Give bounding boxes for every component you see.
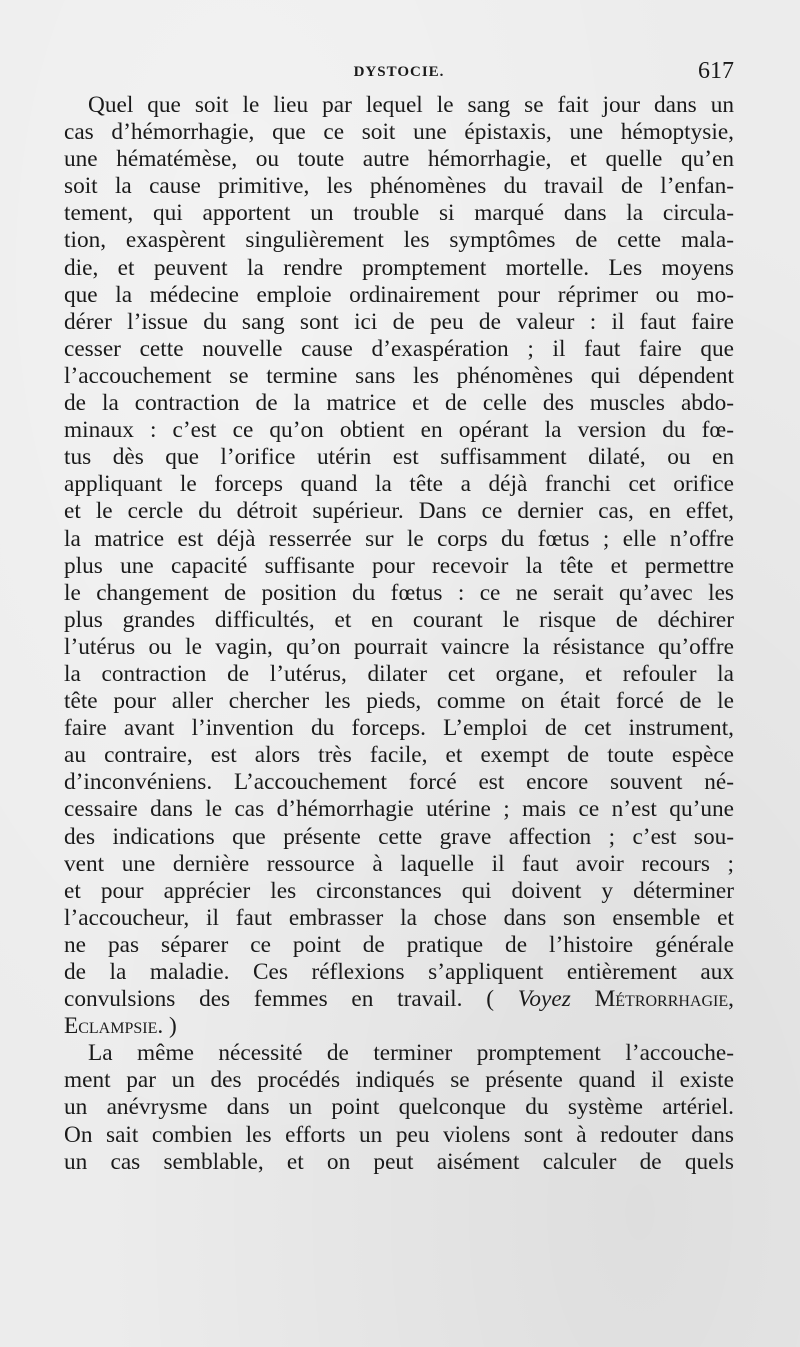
text-line: un anévrysme dans un point quelconque du système artériel. <box>64 1094 734 1121</box>
text-line: un cas semblable, et on peut aisément calculer de quels <box>64 1148 734 1175</box>
paragraph-2 <box>64 1040 734 1175</box>
text-line: La même nécessité de terminer promptement l’accouche- <box>88 1040 734 1067</box>
text-line: vent une dernière ressource à laquelle il faut avoir recours ; <box>64 850 734 877</box>
text-line: faire avant l’invention du forceps. L’emploi de cet instrument, <box>64 715 734 742</box>
text-line-last <box>64 1013 734 1040</box>
text-line: des indications que présente cette grave affection ; c’est sou- <box>64 823 734 850</box>
text-line: cas d’hémorrhagie, que ce soit une épistaxis, une hémoptysie, <box>64 119 734 146</box>
text-line-with-reference <box>64 986 734 1013</box>
text-line: tion, exaspèrent singulièrement les symptômes de cette mala- <box>64 227 734 254</box>
text-line: tus dès que l’orifice utérin est suffisamment dilaté, ou en <box>64 444 734 471</box>
text-line: ment par un des procédés indiqués se présente quand il existe <box>64 1067 734 1094</box>
body-text <box>64 92 734 1176</box>
paragraph-1 <box>64 92 734 1040</box>
text-line: de la contraction de la matrice et de celle des muscles abdo- <box>64 390 734 417</box>
text-line: la contraction de l’utérus, dilater cet organe, et refouler la <box>64 660 734 687</box>
running-head: DYSTOCIE. <box>353 64 445 80</box>
text-line: l’utérus ou le vagin, qu’on pourrait vaincre la résistance qu’offre <box>64 633 734 660</box>
text-line: plus grandes difficultés, et en courant le risque de déchirer <box>64 606 734 633</box>
page-number: 617 <box>698 58 734 84</box>
text-line: soit la cause primitive, les phénomènes du travail de l’enfan- <box>64 173 734 200</box>
text-line: le changement de position du fœtus : ce ne serait qu’avec les <box>64 579 734 606</box>
text-line: die, et peuvent la rendre promptement mortelle. Les moyens <box>64 254 734 281</box>
text-line: cessaire dans le cas d’hémorrhagie utérine ; mais ce n’est qu’une <box>64 796 734 823</box>
text-line: cesser cette nouvelle cause d’exaspération ; il faut faire que <box>64 335 734 362</box>
text-fragment: , <box>728 986 734 1013</box>
text-line: d’inconvéniens. L’accouchement forcé est encore souvent né- <box>64 769 734 796</box>
text-line: appliquant le forceps quand la tête a déjà franchi cet orifice <box>64 471 734 498</box>
text-line: ne pas séparer ce point de pratique de l’histoire générale <box>64 931 734 958</box>
text-fragment: convulsions des femmes en travail. ( <box>64 986 518 1013</box>
text-line: que la médecine emploie ordinairement pour réprimer ou mo- <box>64 281 734 308</box>
voyez-italic: Voyez <box>517 986 571 1013</box>
cross-reference-metrorrhagie: Métrorrhagie <box>594 986 729 1013</box>
text-line: plus une capacité suffisante pour recevoir la tête et permettre <box>64 552 734 579</box>
text-line: et le cercle du détroit supérieur. Dans ce dernier cas, en effet, <box>64 498 734 525</box>
text-line: dérer l’issue du sang sont ici de peu de valeur : il faut faire <box>64 308 734 335</box>
text-line: On sait combien les efforts un peu violens sont à redouter dans <box>64 1121 734 1148</box>
text-line: et pour apprécier les circonstances qui doivent y déterminer <box>64 877 734 904</box>
text-line: au contraire, est alors très facile, et exempt de toute espèce <box>64 742 734 769</box>
text-fragment: . ) <box>157 1013 177 1040</box>
text-line: Quel que soit le lieu par lequel le sang se fait jour dans un <box>88 92 734 118</box>
text-line: l’accouchement se termine sans les phénomènes qui dépendent <box>64 362 734 389</box>
text-line: de la maladie. Ces réflexions s’appliquent entièrement aux <box>64 959 734 985</box>
page-header <box>64 58 734 88</box>
text-line: tête pour aller chercher les pieds, comme on était forcé de le <box>64 688 734 715</box>
text-line: la matrice est déjà resserrée sur le corps du fœtus ; elle n’offre <box>64 525 734 552</box>
text-line: tement, qui apportent un trouble si marqué dans la circula- <box>64 200 734 227</box>
text-line: une hématémèse, ou toute autre hémorrhagie, et quelle qu’en <box>64 146 734 173</box>
text-line: minaux : c’est ce qu’on obtient en opérant la version du fœ- <box>64 417 734 444</box>
cross-reference-eclampsie: Eclampsie <box>64 1013 158 1040</box>
text-line: l’accoucheur, il faut embrasser la chose dans son ensemble et <box>64 904 734 931</box>
